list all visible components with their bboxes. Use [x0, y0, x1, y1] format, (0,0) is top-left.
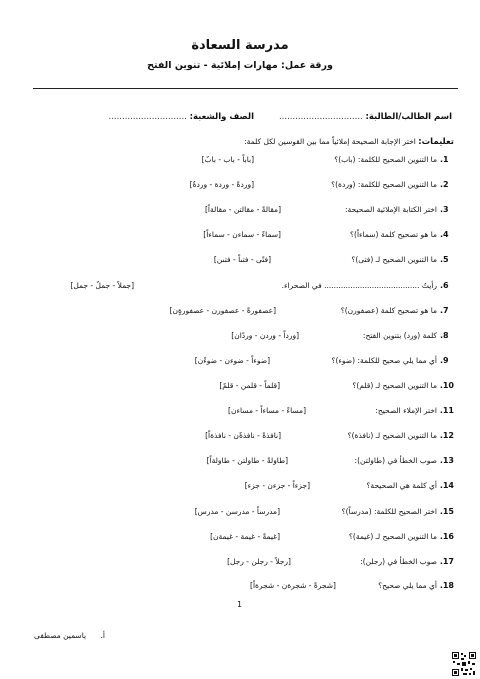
question-item [20, 155, 454, 169]
question-options: [فتًى - فتىاً - فتىن] [213, 255, 271, 264]
question-item [20, 180, 454, 194]
question-text: ما التنوين الصحيح للكلمة: (باب)؟ [334, 155, 437, 164]
question-number: 9. [440, 356, 449, 365]
question-number: 14. [439, 481, 454, 490]
instructions-text: اختر الإجابة الصحيحة إملائياً مما بين القوسين لكل كلمة: [244, 137, 416, 146]
question-text: رأيتُ ........................................ في الصحراء. [281, 281, 437, 290]
question-text: ما هو تصحيح كلمة (سماءاً)؟ [350, 230, 437, 239]
question-options: [عصفورةً - عصفورن - عصفورةٍن] [169, 306, 276, 315]
question-options: [قلماً - قلمن - قلمٌ] [219, 381, 280, 390]
question-text: اختر الإملاء الصحيح: [375, 406, 437, 415]
question-number: 11. [439, 406, 454, 415]
question-number: 2. [440, 180, 449, 189]
author-name: ياسمين مصطفى [34, 631, 87, 640]
question-options: [رجلاً - رجلن - رجل] [227, 557, 291, 566]
question-options: [مقالةً - مقالتن - مقالةاً] [204, 205, 281, 214]
question-number: 15. [439, 507, 454, 516]
question-options: [سماءً - سماءن - سماءاً] [203, 230, 281, 239]
question-text: صوب الخطأ في (رجلن): [360, 557, 437, 566]
question-options: [باباً - باب - بابٌ] [201, 155, 254, 164]
question-item [20, 456, 454, 470]
student-name-blank: ............................... [278, 112, 363, 122]
student-name-field [279, 112, 452, 122]
question-item [20, 507, 454, 521]
question-number: 8. [440, 331, 449, 340]
question-options: [ورداً - وردن - وردًان] [231, 331, 299, 340]
author-credit [34, 631, 105, 640]
question-item [20, 532, 454, 546]
question-number: 17. [439, 557, 454, 566]
school-name: مدرسة السعادة [191, 38, 289, 53]
qr-code-icon [452, 652, 476, 676]
question-options: [وردةً - وردة - وردةٌ] [189, 180, 254, 189]
question-options: [غيمةً - غيمة - غيمةن] [210, 532, 280, 541]
question-number: 18. [439, 581, 454, 590]
question-options: [طاولةً - طاولتن - طاولةاً] [206, 456, 288, 465]
question-options: [جملاً - جملٌ - جمل] [70, 281, 134, 290]
question-text: اختر الصحيح للكلمة: (مدرساً)؟ [341, 507, 437, 516]
question-number: 6. [440, 281, 449, 290]
question-number: 4. [440, 230, 449, 239]
class-section-field [109, 112, 255, 122]
student-info-row [26, 112, 452, 126]
question-item [20, 306, 454, 320]
question-number: 7. [440, 306, 449, 315]
question-item [20, 230, 454, 244]
question-options: [جزءاً - جزءن - جزء] [244, 481, 310, 490]
question-options: [شجرةً - شجرةن - شجرةاً] [250, 581, 336, 590]
question-text: صوب الخطأ في (طاولتن): [354, 456, 437, 465]
question-number: 13. [439, 456, 454, 465]
question-item [20, 406, 454, 420]
question-text: ما التنوين الصحيح لـ (فتى)؟ [351, 255, 437, 264]
question-item [20, 581, 454, 595]
question-text: أي كلمة هي الصحيحة؟ [366, 481, 437, 490]
question-item [20, 255, 454, 269]
question-item [20, 557, 454, 571]
class-section-label: الصف والشعبة: [189, 112, 254, 122]
question-text: كلمة (ورد) بتنوين الفتح: [362, 331, 437, 340]
student-name-label: اسم الطالب/الطالبة: [365, 112, 452, 122]
header-divider [33, 88, 458, 89]
question-item [20, 205, 454, 219]
question-options: [مدرساً - مدرسن - مدرس] [194, 507, 280, 516]
question-number: 3. [440, 205, 449, 214]
question-item [20, 331, 454, 345]
question-item [20, 381, 454, 395]
question-text: أي مما يلي صحيح؟ [378, 581, 437, 590]
question-options: [مساءً - مساءاً - مساءن] [228, 406, 306, 415]
class-section-blank: ............................. [108, 112, 187, 122]
question-number: 16. [439, 532, 454, 541]
page-number: 1 [237, 600, 243, 609]
question-item [20, 356, 454, 370]
question-item [20, 431, 454, 445]
question-text: ما التنوين الصحيح لـ (قلم)؟ [352, 381, 437, 390]
question-text: أي مما يلي صحيح للكلمة: (ضوء)؟ [331, 356, 437, 365]
question-options: [ضوءاً - ضوءن - ضوءًن] [194, 356, 270, 365]
question-text: ما هو تصحيح كلمة (عصفورن)؟ [340, 306, 437, 315]
question-item [20, 481, 454, 495]
worksheet-title: ورقة عمل: مهارات إملائية - تنوين الفتح [147, 60, 333, 71]
instructions [244, 137, 454, 147]
question-item [20, 281, 454, 295]
question-number: 5. [440, 255, 449, 264]
question-number: 1. [440, 155, 449, 164]
question-text: اختر الكتابة الإملائية الصحيحة: [344, 205, 437, 214]
question-options: [نافذةً - نافذةٌن - نافذةاً] [205, 431, 281, 440]
author-prefix: أ. [100, 631, 105, 640]
question-text: ما التنوين الصحيح للكلمة: (وردة)؟ [331, 180, 437, 189]
question-number: 10. [439, 381, 454, 390]
question-number: 12. [439, 431, 454, 440]
instructions-title: تعليمات: [418, 137, 454, 147]
question-text: ما التنوين الصحيح لـ (غيمة)؟ [348, 532, 437, 541]
question-text: ما التنوين الصحيح لـ (نافذة)؟ [347, 431, 437, 440]
